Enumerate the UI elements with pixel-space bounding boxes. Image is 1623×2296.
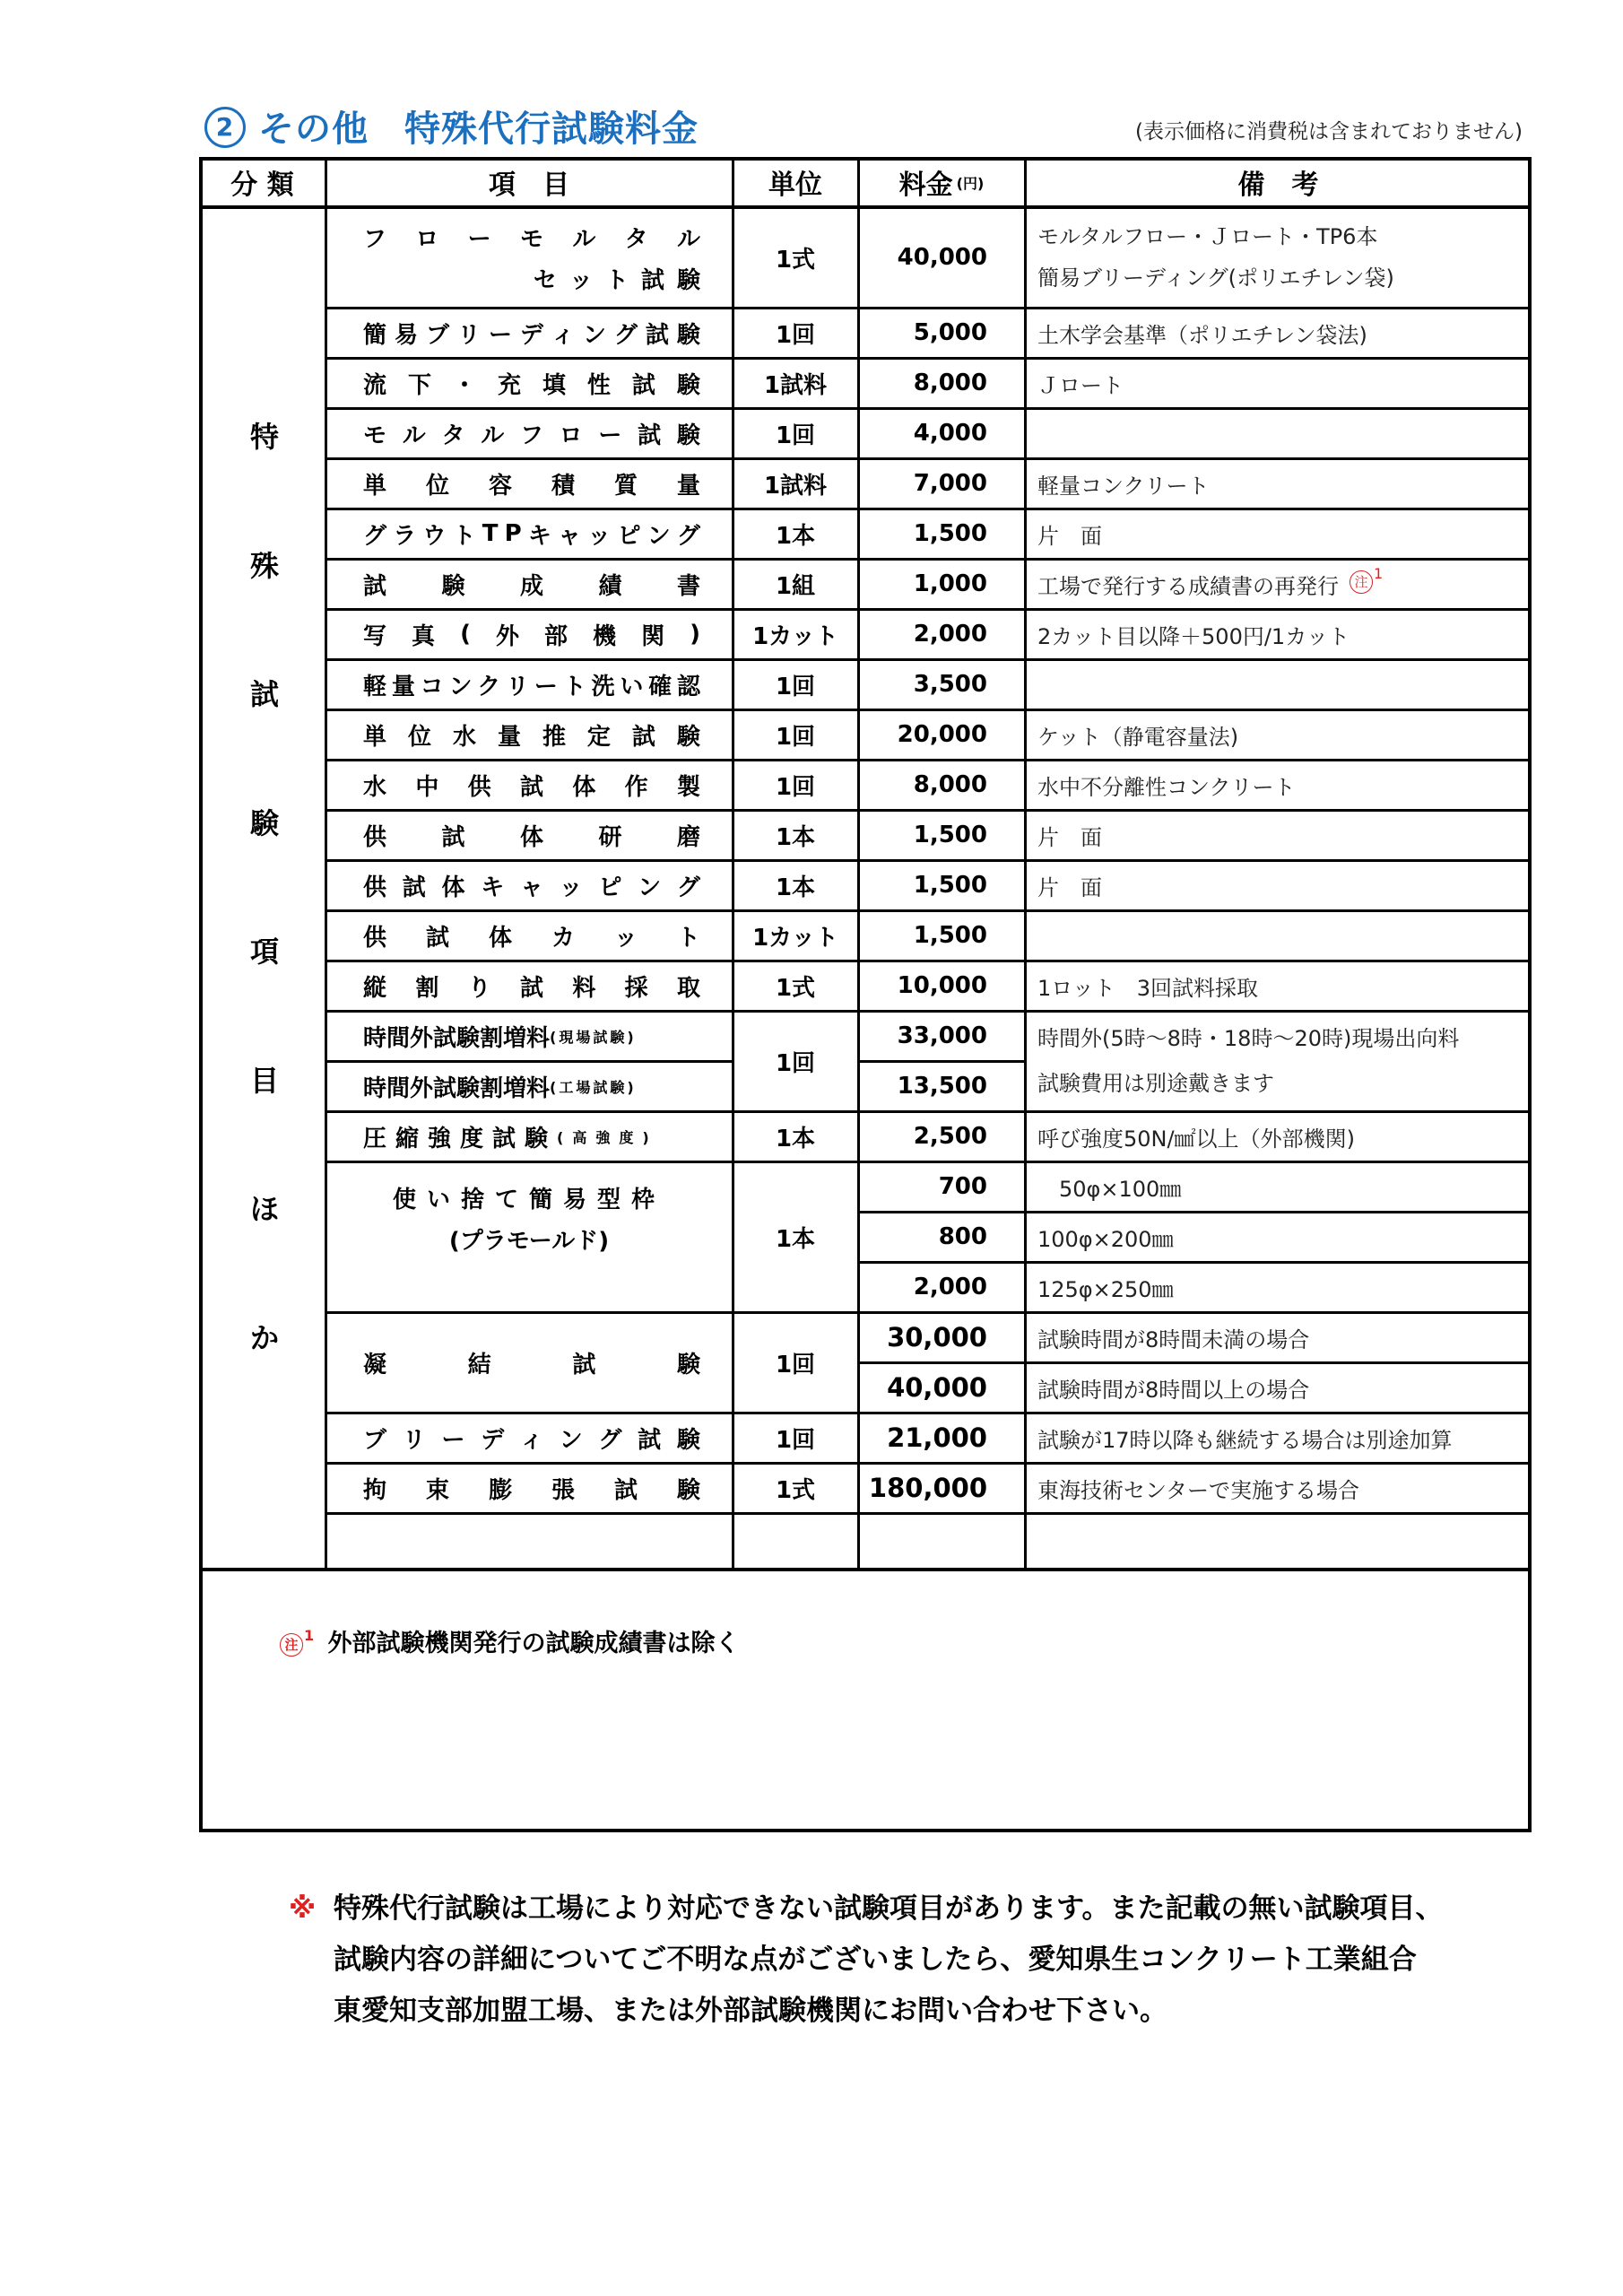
table-row-unit: 1本 (775, 823, 816, 851)
item-char: 取 (676, 974, 700, 1002)
item-char: キ (527, 522, 551, 550)
table-row-remark: 100φ×200㎜ (1037, 1226, 1174, 1252)
item-char: キ (481, 874, 505, 901)
item-char: ー (598, 422, 622, 449)
table-row-item (325, 559, 733, 609)
item-char: ッ (587, 522, 612, 550)
table-row-item (325, 408, 733, 458)
item-char: ウ (422, 522, 447, 550)
table-row-item (325, 358, 733, 408)
item-char: 膨 (488, 1476, 512, 1504)
item-char: 関 (641, 622, 665, 650)
item-char: ( (460, 621, 471, 648)
table-row-remark (1025, 408, 1532, 458)
remark-text: 水中不分離性コンクリート (1037, 774, 1296, 800)
table-row-unit: 1本 (775, 874, 816, 901)
item-char: ピ (598, 874, 622, 901)
item-char: 験 (441, 572, 465, 600)
table-row-item (325, 810, 733, 860)
table-row-unit: 1回 (775, 673, 816, 700)
item-char: 下 (407, 371, 431, 399)
table-row-price: 8,000 (913, 771, 987, 798)
table-row-remark (1025, 207, 1532, 308)
item-char: 洗 (591, 673, 615, 700)
item-char: 験 (676, 371, 700, 399)
item-char: ン (448, 673, 473, 700)
remark-text: 片 面 (1037, 523, 1102, 549)
item-char: ン (638, 874, 662, 901)
table-row-price: 8,000 (913, 370, 987, 396)
item-sub: (高強度) (557, 1128, 658, 1146)
item-char: 縦 (363, 974, 387, 1002)
table-row-price: 21,000 (887, 1422, 987, 1453)
remark-line: モルタルフロー・Ｊロート・TP6本 (1037, 224, 1378, 249)
item-char: ン (647, 522, 671, 550)
item-char: ン (559, 1426, 583, 1454)
item-sub: (工場試験) (550, 1078, 637, 1096)
item-char: 量 (497, 723, 521, 751)
table-row-item (325, 860, 733, 910)
item-char: グ (676, 522, 700, 550)
table-row-price: 4,000 (913, 420, 987, 447)
item-char: グ (613, 321, 638, 349)
item-char: 定 (586, 723, 611, 751)
table-row-unit: 1試料 (763, 371, 828, 399)
item-char: ル (402, 422, 426, 449)
item-char: 成 (519, 572, 543, 600)
item-char: 量 (391, 673, 415, 700)
table-row-price: 1,500 (913, 872, 987, 899)
note-number: 1 (1374, 564, 1384, 582)
note-circle-icon: 注 (1350, 570, 1373, 594)
category-char: 験 (249, 805, 279, 840)
table-row-remark (1025, 509, 1532, 559)
item-char: 認 (676, 673, 700, 700)
page-title (204, 100, 699, 152)
item-char: ル (676, 225, 700, 253)
item-char: 束 (425, 1476, 449, 1504)
item-char: 供 (363, 924, 387, 952)
table-row-price: 2,000 (913, 1274, 987, 1300)
table-row-remark: 東海技術センターで実施する場合 (1037, 1477, 1360, 1503)
table-row-price: 40,000 (897, 244, 987, 271)
item-char: コ (420, 673, 444, 700)
item-char: ト (676, 924, 700, 952)
item-char: タ (441, 422, 465, 449)
item-char: ブ (425, 321, 449, 349)
table-row-price: 1,000 (913, 570, 987, 597)
item-char: 験 (676, 321, 700, 349)
item-char: 製 (676, 773, 700, 801)
item-char: ロ (559, 422, 583, 449)
table-row-unit: 1回 (775, 723, 816, 751)
item-text: 使い捨て簡易型枠 (392, 1187, 665, 1213)
item-char: 機 (593, 622, 617, 650)
item-char: T (482, 520, 499, 547)
table-row-unit: 1回 (775, 773, 816, 801)
item-char: ブ (363, 1426, 387, 1454)
item-char: 積 (551, 472, 575, 500)
item-char: 質 (613, 472, 638, 500)
header-price-label: 料金 (898, 170, 953, 201)
item-char: 真 (412, 622, 436, 650)
item-char: 試 (631, 723, 655, 751)
item-char: 写 (363, 622, 387, 650)
header-remarks: 備 考 (1237, 170, 1319, 201)
table-row-remark (1025, 609, 1532, 659)
table-row-remark: 試験時間が8時間以上の場合 (1037, 1377, 1310, 1403)
item-char: モ (519, 225, 543, 253)
item-char: 体 (519, 823, 543, 851)
item-char: 確 (648, 673, 673, 700)
item-char: 試 (645, 321, 669, 349)
table-row-unit: 1式 (775, 974, 816, 1002)
table-row-item (325, 709, 733, 760)
table-row-item (325, 961, 733, 1011)
table-row-item (325, 910, 733, 961)
item-char: 単 (363, 723, 387, 751)
table-row-remark: 呼び強度50N/㎟以上（外部機関) (1037, 1126, 1355, 1152)
category-char: 試 (249, 677, 279, 711)
item-char: リ (402, 1426, 426, 1454)
item-char: デ (481, 1426, 505, 1454)
header-category: 分 類 (230, 170, 294, 201)
category-char: 特 (249, 420, 279, 454)
item-char: 試 (613, 1476, 638, 1504)
table-row-remark (1025, 308, 1532, 358)
item-char: 単 (363, 472, 387, 500)
category-char: 項 (249, 935, 279, 969)
item-char: ッ (613, 924, 638, 952)
header-price-unit: (円) (956, 174, 985, 192)
item-char: 推 (542, 723, 566, 751)
item-char: ラ (393, 522, 417, 550)
item-char: ピ (617, 522, 641, 550)
table-row-price: 1,500 (913, 520, 987, 547)
table-row-price: 7,000 (913, 470, 987, 497)
row-divider (325, 1512, 1532, 1515)
header-unit: 単位 (768, 170, 822, 201)
table-row-remark (1025, 659, 1532, 709)
item-char: 部 (544, 622, 568, 650)
table-row-item (325, 659, 733, 709)
item-char: 簡 (363, 321, 387, 349)
item-char: 試 (638, 422, 662, 449)
table-row-remark (1025, 860, 1532, 910)
item-char: 試 (402, 874, 426, 901)
remark-line: 試験内容の詳細についてご不明な点がございましたら、愛知県生コンクリート工業組合 (334, 1944, 1417, 1976)
table-row-unit: 1式 (775, 246, 816, 274)
header-item: 項 目 (489, 170, 569, 201)
table-row-price: 5,000 (913, 319, 987, 346)
item-text: 圧縮強度試験 (363, 1125, 558, 1152)
item-char: ャ (519, 874, 543, 901)
remark-text: 2カット目以降＋500円/1カット (1037, 623, 1350, 649)
item-text: (プラモールド) (448, 1228, 610, 1255)
remark-text: 1ロット 3回試料採取 (1037, 975, 1259, 1001)
item-char: 割 (415, 974, 439, 1002)
circled-number: 2 (204, 107, 246, 148)
table-row-price: 1,500 (913, 922, 987, 949)
item-char: ャ (558, 522, 582, 550)
item-char: ン (582, 321, 606, 349)
item-char: 験 (676, 422, 700, 449)
row-divider (858, 1060, 1025, 1063)
item-char: 填 (542, 371, 566, 399)
reference-mark-icon: ※ (289, 1892, 317, 1925)
item-char: 試 (638, 1426, 662, 1454)
item-char: ー (467, 225, 491, 253)
table-row-item (325, 1312, 733, 1413)
item-char: 水 (452, 723, 476, 751)
item-char: セ (533, 266, 557, 294)
item-char: 験 (676, 1476, 700, 1504)
table-row-remark (1025, 709, 1532, 760)
table-row-remark (1025, 559, 1532, 609)
item-char: 試 (519, 773, 543, 801)
remark-block (289, 1883, 1444, 2037)
item-char: 位 (407, 723, 431, 751)
table-row-item (325, 458, 733, 509)
item-char: い (620, 673, 644, 700)
table-row-item (325, 1463, 733, 1513)
title-main: 特殊代行試験料金 (404, 109, 699, 150)
item-char: グ (598, 1426, 622, 1454)
table-row-remark: 50φ×100㎜ (1037, 1176, 1182, 1202)
table-row-price: 1,500 (913, 822, 987, 848)
item-char: 験 (676, 723, 700, 751)
item-char: 体 (441, 874, 465, 901)
item-char: 試 (441, 823, 465, 851)
item-char: 供 (363, 874, 387, 901)
item-char: 磨 (676, 823, 700, 851)
item-char: カ (551, 924, 575, 952)
item-char: 験 (676, 266, 700, 294)
item-char: 量 (676, 472, 700, 500)
table-row-unit: 1回 (775, 321, 816, 349)
item-char: 試 (425, 924, 449, 952)
item-char: 容 (488, 472, 512, 500)
item-char: 充 (497, 371, 521, 399)
item-char: ッ (559, 874, 583, 901)
table-row-remark (1025, 910, 1532, 961)
remark-line: 時間外(5時～8時・18時～20時)現場出向料 (1037, 1026, 1460, 1051)
category-char: 目 (249, 1063, 279, 1098)
item-char: 性 (586, 371, 611, 399)
item-char: ロ (415, 225, 439, 253)
table-row-price: 10,000 (897, 972, 987, 999)
remark-line: 簡易ブリーディング(ポリエチレン袋) (1037, 265, 1394, 291)
footnote-number: 1 (304, 1627, 315, 1644)
item-char: 位 (425, 472, 449, 500)
table-row-price: 800 (938, 1223, 987, 1250)
item-sub: (現場試験) (550, 1028, 637, 1046)
table-row-unit: 1回 (775, 1351, 816, 1378)
item-char: 体 (572, 773, 596, 801)
item-char: り (467, 974, 491, 1002)
table-row-price: 40,000 (887, 1372, 987, 1403)
table-row-price: 2,000 (913, 621, 987, 648)
table-row-unit: 1組 (775, 572, 816, 600)
item-char: ル (572, 225, 596, 253)
header-price (858, 157, 1025, 207)
table-row-unit: 1本 (775, 1125, 816, 1152)
table-row-unit: 1回 (775, 1049, 816, 1077)
item-char: 供 (467, 773, 491, 801)
item-char: ル (481, 422, 505, 449)
table-row-unit: 1式 (775, 1476, 816, 1504)
footnote-text: 外部試験機関発行の試験成績書は除く (327, 1630, 740, 1657)
table-body-bottom (199, 1568, 1532, 1571)
table-row-remark (1025, 961, 1532, 1011)
table-row-item (325, 760, 733, 810)
table-row-unit: 1カット (752, 924, 838, 952)
remark-line: 東愛知支部加盟工場、または外部試験機関にお問い合わせ下さい。 (334, 1995, 1167, 2027)
footnote (280, 1623, 740, 1658)
remark-text: 軽量コンクリート (1037, 473, 1210, 499)
table-row-item (325, 1061, 733, 1111)
table-row-remark (1025, 810, 1532, 860)
item-char: 試 (519, 974, 543, 1002)
item-char: ) (690, 621, 700, 648)
item-char: 試 (631, 371, 655, 399)
remark-text: 片 面 (1037, 824, 1102, 850)
item-char: 体 (488, 924, 512, 952)
table-row-remark: 125φ×250㎜ (1037, 1276, 1174, 1302)
table-row-price: 33,000 (897, 1022, 987, 1049)
item-char: 績 (598, 572, 622, 600)
table-row-item (325, 1413, 733, 1463)
item-char: グ (363, 522, 387, 550)
remark-text: 土木学会基準（ポリエチレン袋法) (1037, 322, 1367, 348)
item-char: 験 (676, 1351, 700, 1378)
item-char: 流 (363, 371, 387, 399)
item-char: 採 (624, 974, 648, 1002)
table-row-unit: 1回 (775, 1426, 816, 1454)
item-char: P (504, 520, 522, 547)
note-circle-icon: 注 (280, 1633, 303, 1657)
table-row-item (325, 1145, 733, 1296)
table-row-item (325, 509, 733, 559)
item-char: 試 (572, 1351, 596, 1378)
table-row-unit: 1カット (752, 622, 838, 650)
table-row-remark: 試験が17時以降も継続する場合は別途加算 (1037, 1427, 1453, 1453)
item-char: 作 (624, 773, 648, 801)
category-char: ほ (249, 1192, 279, 1226)
remark-line: 試験費用は別途戴きます (1037, 1071, 1274, 1096)
table-row-unit: 1本 (775, 1225, 816, 1253)
item-char: ッ (568, 266, 593, 294)
item-char: 書 (676, 572, 700, 600)
item-char: 試 (363, 572, 387, 600)
item-char: 外 (495, 622, 519, 650)
table-row-item (325, 1011, 733, 1061)
table-row-remark: 試験時間が8時間未満の場合 (1037, 1326, 1310, 1352)
item-char: ー (441, 1426, 465, 1454)
item-char: 拘 (363, 1476, 387, 1504)
category-char: 殊 (249, 548, 279, 583)
item-char: デ (519, 321, 543, 349)
item-char: タ (624, 225, 648, 253)
item-char: フ (363, 225, 387, 253)
item-char: グ (676, 874, 700, 901)
item-char: 研 (598, 823, 622, 851)
remark-text: Ｊロート (1037, 372, 1124, 398)
item-char: ィ (519, 1426, 543, 1454)
table-row-price: 180,000 (868, 1473, 987, 1503)
table-row-unit: 1本 (775, 522, 816, 550)
item-char: 軽 (363, 673, 387, 700)
item-char: リ (456, 321, 481, 349)
table-row-price: 3,500 (913, 671, 987, 698)
table-row-price: 2,500 (913, 1123, 987, 1150)
remark-text: ケット（静電容量法) (1037, 724, 1239, 750)
title-label: その他 (258, 109, 369, 150)
item-text: 時間外試験割増料 (363, 1024, 551, 1052)
item-char: ィ (551, 321, 575, 349)
table-row-price: 20,000 (897, 721, 987, 748)
remark-text: 片 面 (1037, 874, 1102, 900)
item-char: 易 (394, 321, 418, 349)
item-char: ・ (452, 371, 476, 399)
item-char: 験 (676, 1426, 700, 1454)
table-row-price: 700 (938, 1173, 987, 1200)
item-char: ト (452, 522, 476, 550)
table-row-price: 13,500 (897, 1073, 987, 1100)
item-char: ク (477, 673, 501, 700)
remark-line: 特殊代行試験は工場により対応できない試験項目があります。また記載の無い試験項目、 (334, 1892, 1444, 1925)
remark-text: 工場で発行する成績書の再発行 (1037, 573, 1339, 599)
item-char: 結 (467, 1351, 491, 1378)
row-divider (325, 1060, 733, 1063)
tax-note: (表示価格に消費税は含まれておりません) (1135, 120, 1523, 144)
table-row-unit: 1試料 (763, 472, 828, 500)
item-char: フ (519, 422, 543, 449)
table-row-remark (1025, 358, 1532, 408)
table-row-price: 30,000 (887, 1322, 987, 1352)
item-char: 水 (363, 773, 387, 801)
item-char: ト (562, 673, 586, 700)
table-row-item (325, 308, 733, 358)
item-char: ト (604, 266, 629, 294)
category-char: か (249, 1320, 279, 1355)
table-row-remark (1025, 1011, 1532, 1111)
table-row-item (325, 609, 733, 659)
item-char: 張 (551, 1476, 575, 1504)
item-text: 時間外試験割増料 (363, 1074, 551, 1102)
item-char: 凝 (363, 1351, 387, 1378)
item-char: ー (488, 321, 512, 349)
item-char: 料 (572, 974, 596, 1002)
table-row-item (325, 207, 733, 308)
table-row-remark (1025, 760, 1532, 810)
table-row-unit: 1回 (775, 422, 816, 449)
item-char: 中 (415, 773, 439, 801)
item-char: リ (506, 673, 530, 700)
item-char: ー (534, 673, 558, 700)
table-row-remark (1025, 458, 1532, 509)
item-char: 供 (363, 823, 387, 851)
item-char: 試 (640, 266, 664, 294)
item-char: モ (363, 422, 387, 449)
